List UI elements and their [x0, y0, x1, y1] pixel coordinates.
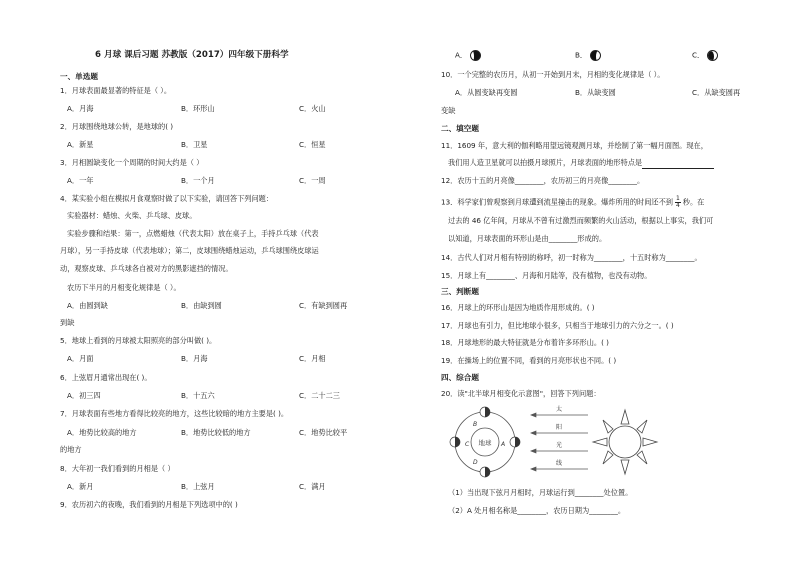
question-13-line3: 以知道，月球表面的环形山是由________形成的。 [448, 234, 607, 243]
q5-option-c[interactable]: C．月相 [299, 354, 326, 363]
question-20-part-1: （1）当出现下弦月月相时，月球运行到________处位置。 [448, 488, 633, 497]
q8-option-a[interactable]: A．新月 [67, 482, 94, 491]
q6-option-c[interactable]: C．二十二三 [299, 391, 340, 400]
rays-label-1: 太 [555, 406, 563, 413]
section-single-choice: 一、单选题 [60, 72, 98, 81]
q4-option-b[interactable]: B．由缺到圆 [181, 301, 222, 310]
question-19: 19．在操场上的位置不同，看到的月亮形状也不同。( ) [441, 356, 617, 365]
q2-option-b[interactable]: B．卫星 [181, 140, 208, 149]
q9-option-a[interactable]: A． [455, 50, 481, 61]
q9-option-b[interactable]: B． [575, 50, 601, 61]
question-3: 3．月相圆缺变化一个周期的时间大约是（ ） [60, 158, 204, 167]
q1-option-c[interactable]: C．火山 [299, 104, 326, 113]
question-20-part-2: （2）A 处月相名称是________，农历日期为________。 [448, 506, 626, 515]
point-c-label: C [465, 441, 470, 448]
q7-option-c-wrap: 的地方 [60, 445, 82, 454]
q1-option-b[interactable]: B．环形山 [181, 104, 215, 113]
earth-label: 地球 [478, 439, 492, 447]
section-comprehensive: 四、综合题 [441, 373, 479, 382]
q4-question: 农历下半月的月相变化规律是（ ）。 [67, 283, 181, 292]
q2-option-a[interactable]: A．新星 [67, 140, 94, 149]
rays-label-4: 线 [555, 460, 563, 467]
q11-answer-blank[interactable] [642, 158, 714, 169]
moon-phase-crescent-icon [707, 50, 718, 61]
q10-option-c[interactable]: C．从缺变圆再 [692, 88, 741, 97]
q4-materials: 实验器材：蜡烛、火柴、乒乓球、皮球。 [67, 211, 197, 220]
q7-option-b[interactable]: B．地势比较低的地方 [181, 428, 251, 437]
sun-icon [593, 410, 657, 474]
q4-steps-line3: 动，观察皮球、乒乓球各自被对方的黑影遮挡的情况。 [60, 264, 233, 273]
question-9: 9．农历初六的夜晚，我们看到的月相是下列选项中的( ) [60, 500, 238, 509]
page-title: 6 月球 课后习题 苏教版（2017）四年级下册科学 [95, 50, 289, 60]
moon-phase-diagram [443, 402, 743, 482]
question-14: 14．古代人们对月相有特别的称呼，初一时称为________，十五时称为________。 [441, 253, 702, 262]
moon-phase-waxing-gibbous-icon [590, 50, 601, 61]
question-5: 5．地球上看到的月球被太阳照亮的部分叫做( )。 [60, 336, 217, 345]
q8-option-c[interactable]: C．满月 [299, 482, 326, 491]
question-13-line2: 过去的 46 亿年间，月球从不曾有过激烈而频繁的火山活动，根据以上事实，我们可 [448, 216, 714, 225]
q10-option-c-wrap: 变缺 [441, 106, 456, 115]
q8-option-b[interactable]: B．上弦月 [181, 482, 215, 491]
q10-option-b[interactable]: B．从缺变圆 [575, 88, 616, 97]
q6-option-b[interactable]: B．十五六 [181, 391, 215, 400]
q4-option-a[interactable]: A．由圆到缺 [67, 301, 108, 310]
point-d-label: D [473, 459, 478, 466]
question-20: 20．读"北半球月相变化示意图"，回答下列问题： [441, 389, 601, 398]
question-12: 12．农历十五的月亮像________，农历初三的月亮像________。 [441, 176, 645, 185]
q3-option-c[interactable]: C．一周 [299, 176, 326, 185]
question-8: 8．大年初一我们看到的月相是（ ） [60, 464, 175, 473]
q5-option-b[interactable]: B．月海 [181, 354, 208, 363]
question-6: 6．上弦眉月通常出现在( )。 [60, 373, 152, 382]
moon-phase-waning-crescent-icon [470, 50, 481, 61]
q7-option-c[interactable]: C．地势比较平 [299, 428, 348, 437]
q5-option-a[interactable]: A．月面 [67, 354, 94, 363]
q3-option-a[interactable]: A．一年 [67, 176, 94, 185]
question-1: 1．月球表面最显著的特征是（ ）。 [60, 86, 172, 95]
question-11-line2: 我们用人造卫星就可以拍摄月球照片，月球表面的地形特点是 [448, 158, 714, 169]
question-10: 10．一个完整的农历月，从初一开始到月末，月相的变化规律是（ ）。 [441, 70, 665, 79]
fraction-one-quarter: $\frac{1}{4}$ [675, 195, 680, 209]
q4-option-c[interactable]: C．有缺到圆再 [299, 301, 348, 310]
q3-option-b[interactable]: B．一个月 [181, 176, 215, 185]
question-7: 7．月球表面有些地方看得比较亮的地方，这些比较暗的地方主要是( )。 [60, 409, 289, 418]
question-4: 4．某实验小组在模拟月食观察时做了以下实验，请回答下列问题： [60, 194, 274, 203]
question-16: 16．月球上的环形山是因为地质作用形成的。( ) [441, 303, 595, 312]
q7-option-a[interactable]: A．地势比较高的地方 [67, 428, 137, 437]
q4-option-c-wrap: 到缺 [60, 318, 75, 327]
section-fill-blank: 二、填空题 [441, 124, 479, 133]
question-15: 15．月球上有________、月海和月陆等，没有植物，也没有动物。 [441, 271, 652, 280]
question-2: 2．月球围绕地球公转，是地球的( ) [60, 122, 174, 131]
q9-option-c[interactable]: C． [692, 50, 718, 61]
q2-option-c[interactable]: C．恒星 [299, 140, 326, 149]
q1-option-a[interactable]: A．月海 [67, 104, 94, 113]
q6-option-a[interactable]: A．初三四 [67, 391, 101, 400]
point-b-label: B [473, 421, 478, 428]
rays-label-2: 阳 [555, 424, 563, 431]
question-18: 18．月球地形的最大特征就是分布着许多环形山。( ) [441, 338, 609, 347]
rays-label-3: 光 [555, 442, 563, 449]
question-17: 17．月球也有引力，但比地球小很多，只相当于地球引力的六分之一。( ) [441, 321, 674, 330]
q4-steps-line1: 实验步骤和结果：第一，点燃蜡烛（代表太阳）放在桌子上，手持乒乓球（代表 [67, 229, 319, 238]
q4-steps-line2: 月球），另一手持皮球（代表地球）；第二，皮球围绕蜡烛运动，乒乓球围绕皮球运 [60, 246, 319, 255]
question-13-line1: 13．科学家们曾观察到月球遭到流星撞击的现象。爆炸所用的时间还不到 $\frac{1}{4}$ 秒。在 [441, 195, 705, 209]
section-true-false: 三、判断题 [441, 287, 479, 296]
question-11-line1: 11．1609 年，意大利的伽利略用望远镜观测月球，并绘制了第一幅月面图。现在， [441, 141, 708, 150]
q10-option-a[interactable]: A．从圆变缺再变圆 [455, 88, 518, 97]
point-a-label: A [501, 441, 506, 448]
